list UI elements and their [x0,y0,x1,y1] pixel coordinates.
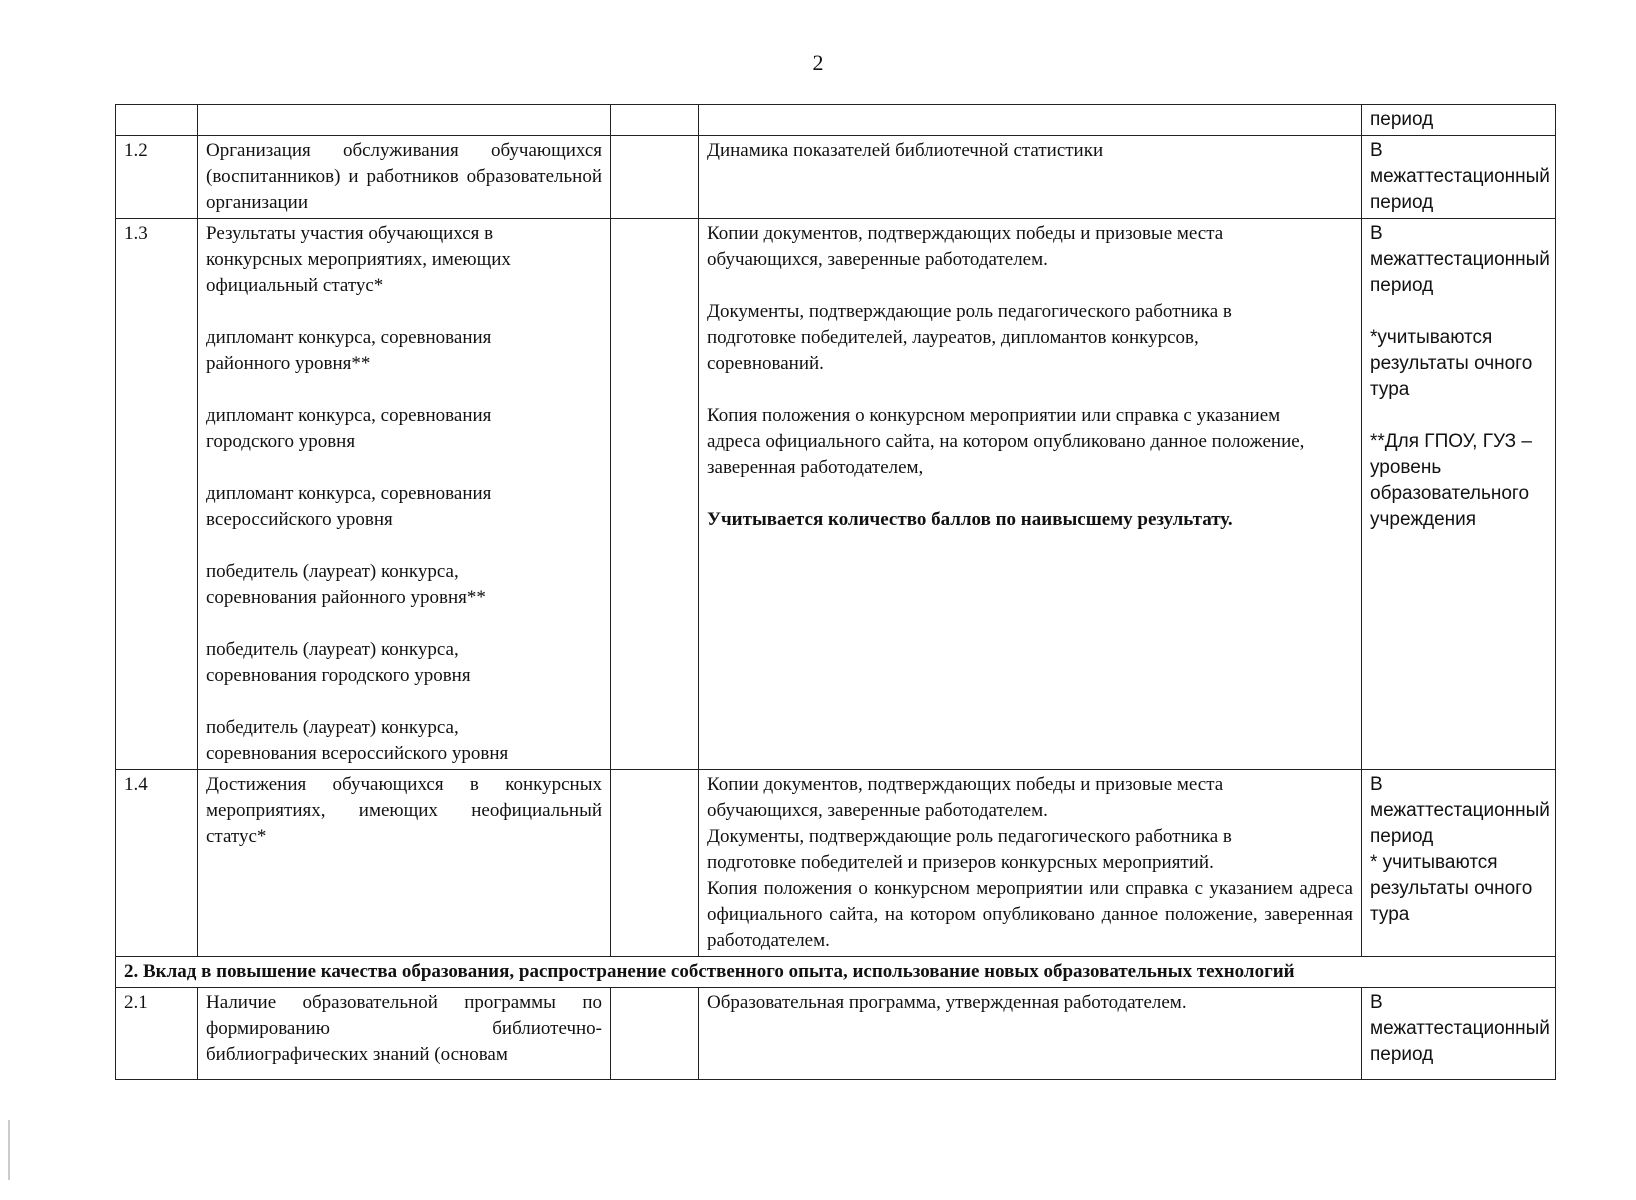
documents-cell: Образовательная программа, утвержденная работодателем. [699,988,1362,1080]
criterion-item: победитель (лауреат) конкурса, соревнования всероссийского уровня [206,717,509,764]
document-item: Копия положения о конкурсном мероприятии или справка с указанием адреса официального сайта, на котором опубликовано данное положение, заверенная работодателем, [707,405,1305,478]
document-item: Копия положения о конкурсном мероприятии или справка с указанием адреса официального сайта, на котором опубликовано данное положение, заверенная работодателем. [707,878,1353,951]
document-item: Документы, подтверждающие роль педагогического работника в подготовке победителей, лауреатов, дипломантов конкурсов, соревнований. [707,301,1232,374]
criterion-item: победитель (лауреат) конкурса, соревнования районного уровня** [206,561,486,608]
note-item: В межаттестационный период [1370,223,1550,296]
note-cell [1362,219,1556,770]
scan-artifact [8,1120,10,1180]
cell-empty [116,105,198,136]
section-heading: 2. Вклад в повышение качества образования, распространение собственного опыта, использование новых образовательных технологий [116,957,1556,988]
document-item: Учитывается количество баллов по наивысшему результату. [707,509,1233,530]
documents-cell: Динамика показателей библиотечной статистики [699,136,1362,219]
documents-cell [699,219,1362,770]
criterion-item: дипломант конкурса, соревнования всероссийского уровня [206,483,492,530]
criterion-cell: Наличие образовательной программы по формированию библиотечно-библиографических знаний (основам [198,988,611,1080]
note-line: межаттестационный [1370,166,1550,187]
table-row [116,219,1556,770]
criterion-cell: Организация обслуживания обучающихся (воспитанников) и работников образовательной организации [198,136,611,219]
criterion-item: дипломант конкурса, соревнования районного уровня** [206,327,492,374]
note-cell [1362,770,1556,957]
note-item: * учитываются результаты очного тура [1370,852,1533,925]
document-item: Копии документов, подтверждающих победы и призовые места обучающихся, заверенные работодателем. [707,774,1224,821]
note-item: **Для ГПОУ, ГУЗ – уровень образовательного учреждения [1370,431,1532,530]
cell-empty [611,988,699,1080]
note-line: период [1370,192,1434,213]
row-number: 1.2 [116,136,198,219]
table-row [116,957,1556,988]
cell-empty [611,136,699,219]
page-number: 2 [812,50,824,75]
note-cell [1362,136,1556,219]
note-item: *учитываются результаты очного тура [1370,327,1533,400]
row-number: 2.1 [116,988,198,1080]
row-number: 1.4 [116,770,198,957]
note-cell: В межаттестационный период [1362,988,1556,1080]
criterion-cell [198,219,611,770]
criterion-cell: Достижения обучающихся в конкурсных мероприятиях, имеющих неофициальный статус* [198,770,611,957]
documents-cell [699,770,1362,957]
table-row [116,770,1556,957]
cell-empty [198,105,611,136]
criterion-item: победитель (лауреат) конкурса, соревнования городского уровня [206,639,471,686]
criterion-item: Результаты участия обучающихся в конкурсных мероприятиях, имеющих официальный статус* [206,223,511,296]
note-item: В межаттестационный период [1370,774,1550,847]
table-row [116,105,1556,136]
cell-empty [699,105,1362,136]
table-row [116,136,1556,219]
cell-empty [611,105,699,136]
row-number: 1.3 [116,219,198,770]
table-row [116,988,1556,1080]
cell-empty [611,770,699,957]
criterion-item: дипломант конкурса, соревнования городского уровня [206,405,492,452]
document-item: Копии документов, подтверждающих победы и призовые места обучающихся, заверенные работодателем. [707,223,1224,270]
criteria-table [115,104,1556,1080]
document-item: Документы, подтверждающие роль педагогического работника в подготовке победителей и призеров конкурсных мероприятий. [707,826,1232,873]
note-line: В [1370,140,1383,161]
note-cell: период [1362,105,1556,136]
cell-empty [611,219,699,770]
